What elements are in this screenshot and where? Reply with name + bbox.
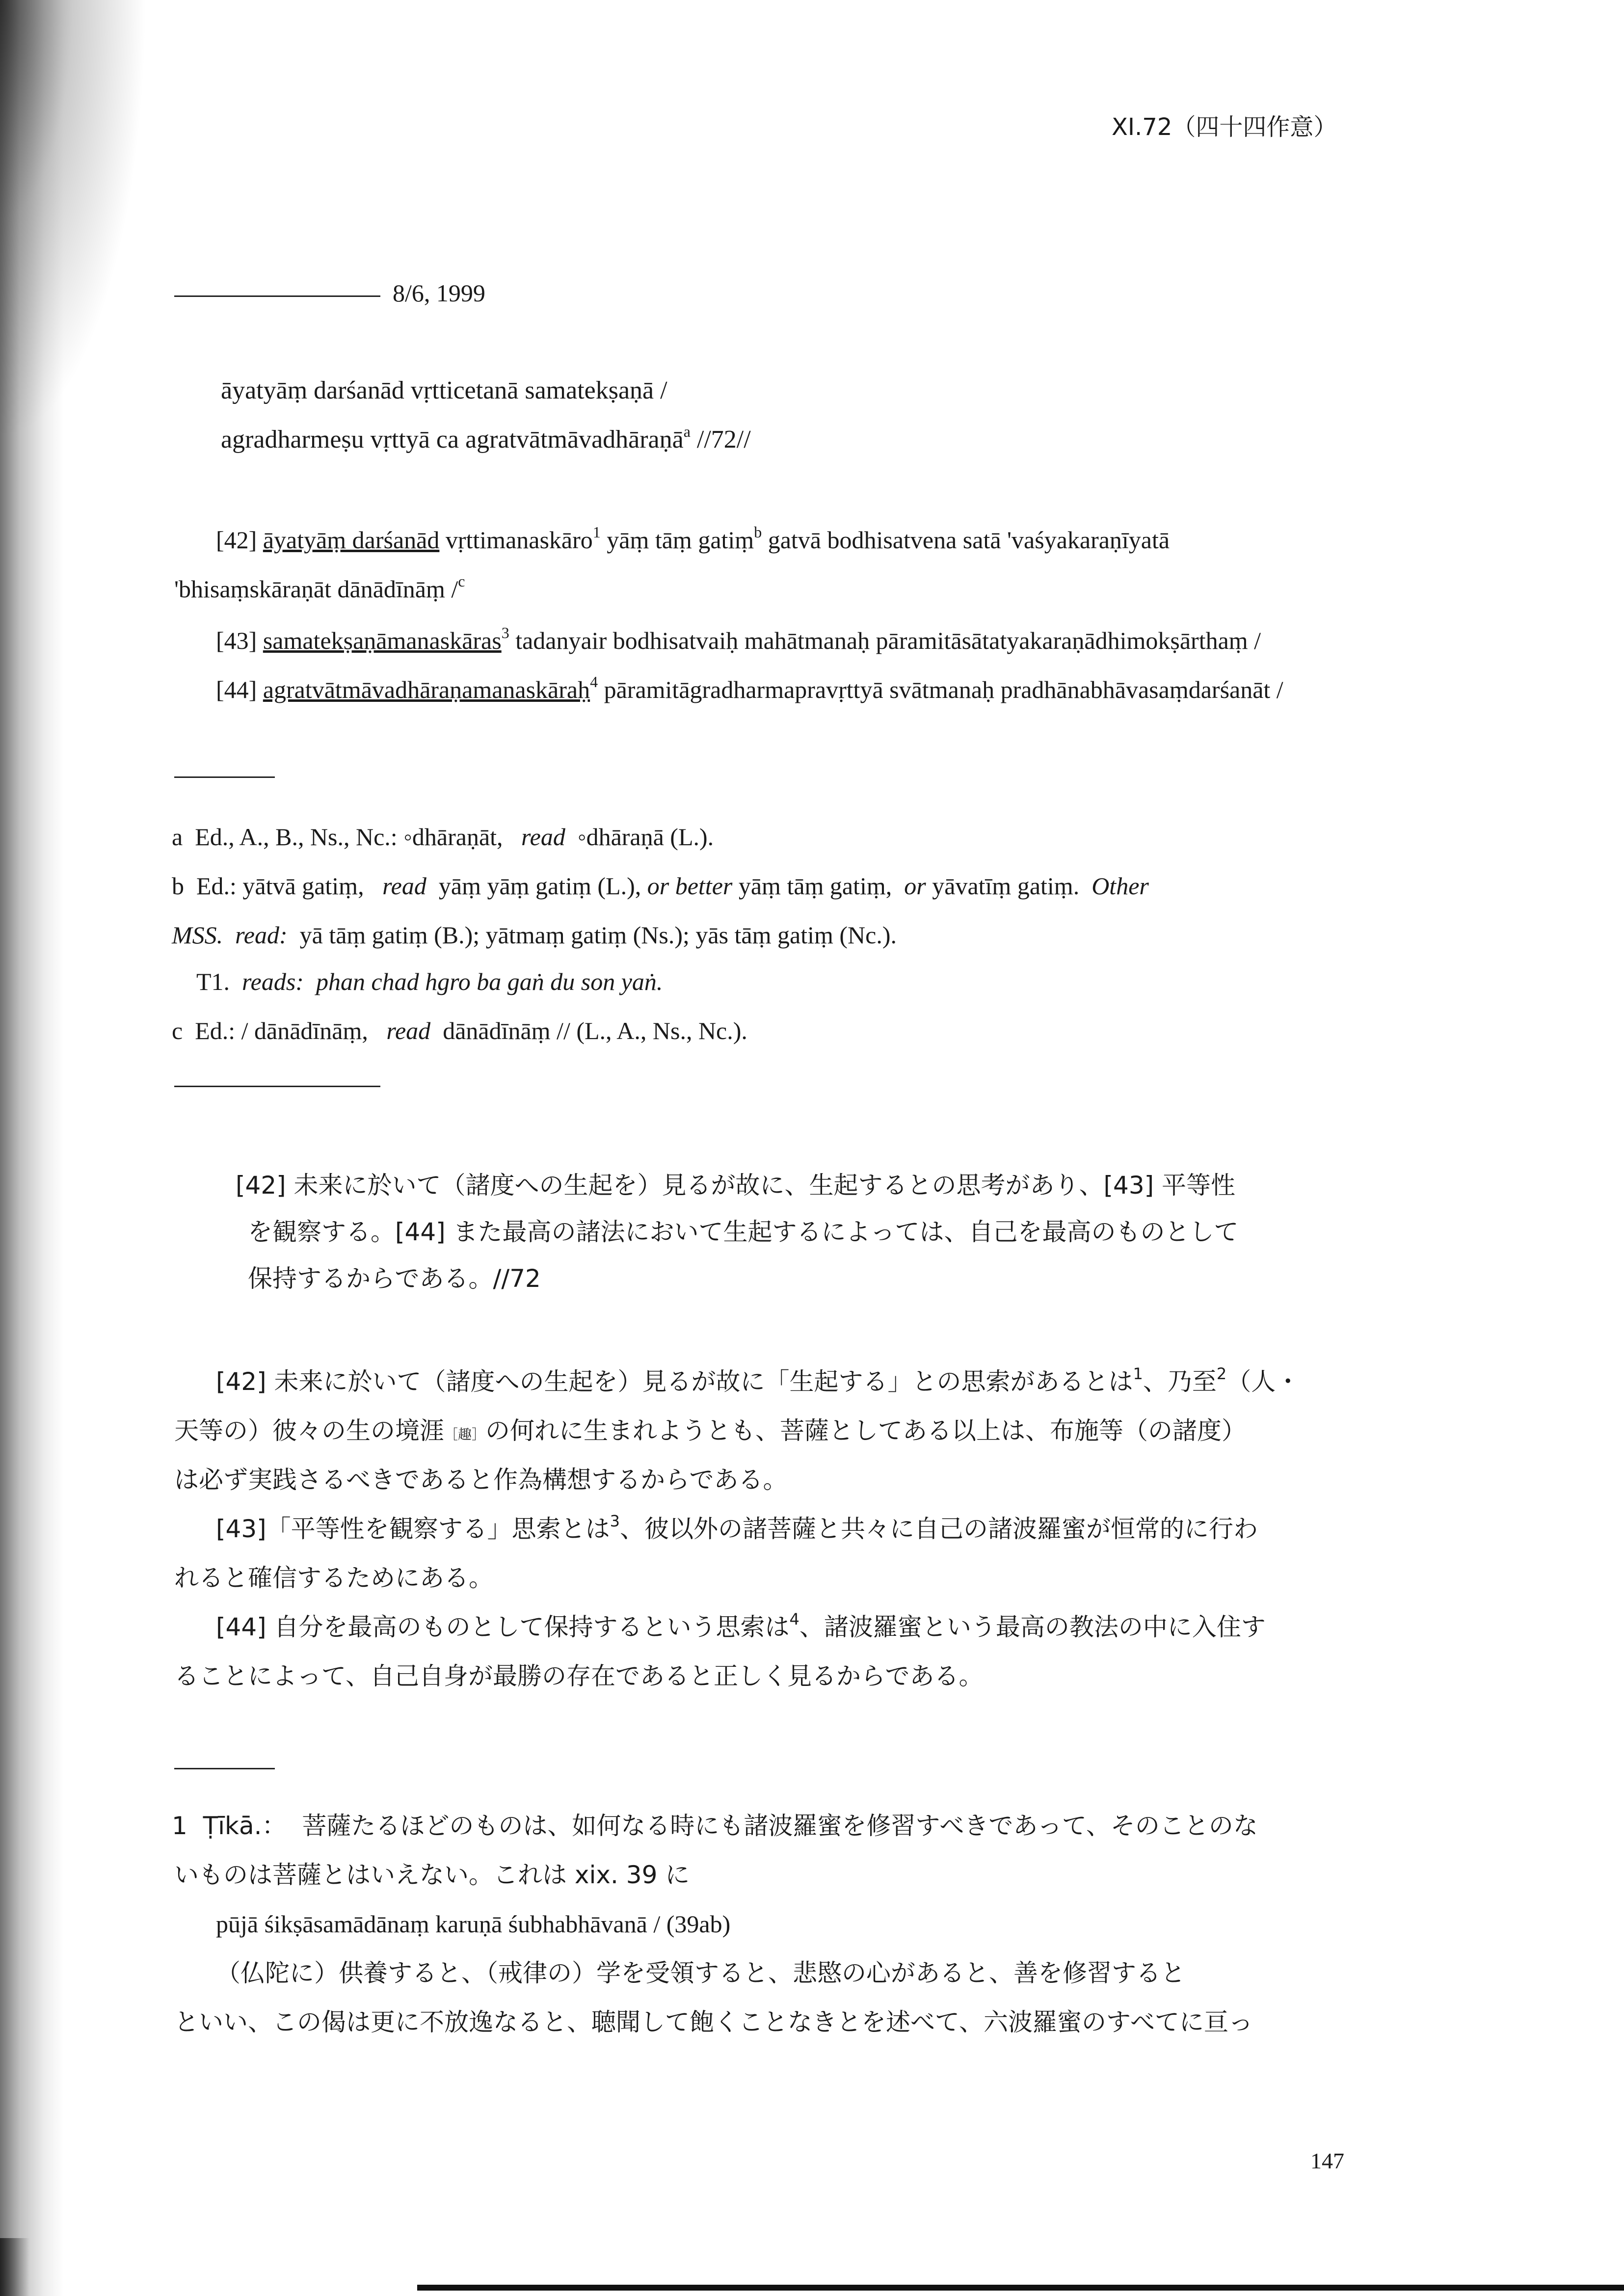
variant-b-tibetan-text: phan chad hgro ba gaṅ du son yaṅ. [316, 968, 663, 995]
footnote-1-line-4: （仏陀に）供養すると、（戒律の）学を受領すると、悲愍の心があると、善を修習すると [216, 1959, 1185, 1987]
commentary-42-number: [42] [216, 526, 257, 554]
variant-b-text2: yāṃ yāṃ gatiṃ (L.), [438, 872, 641, 900]
variant-a-text1: Ed., A., B., Ns., Nc.: ◦dhāraṇāt, [195, 823, 503, 851]
variant-b-text1: Ed.: yātvā gatiṃ, [196, 872, 364, 900]
commentary-44-lemma: agratvātmāvadhāraṇamanaskāraḥ [263, 676, 590, 703]
date-rule [174, 295, 380, 297]
footnote-1-number: 1 [172, 1812, 187, 1840]
footnote-rule [174, 1768, 275, 1769]
translation-2-line-2a: 天等の）彼々の生の境涯 [174, 1416, 444, 1445]
verse-line-2 [221, 423, 751, 454]
variant-b-text4: yāvatīṃ gatiṃ. [932, 872, 1080, 900]
variant-b-read-2: read: [235, 921, 288, 949]
commentary-43-rest: tadanyair bodhisatvaiḥ mahātmanaḥ pāramitāsātatyakaraṇādhimokṣārthaṃ / [509, 627, 1261, 654]
variant-b-other: Other [1092, 872, 1149, 900]
variant-b-or: or [904, 872, 926, 900]
footnote-1-line-1 [172, 1814, 1258, 1838]
variant-c-mark: c [172, 1017, 183, 1044]
variant-b-line-1 [172, 874, 1149, 898]
commentary-43-lemma: samatekṣaṇāmanaskāras [263, 627, 502, 654]
commentary-44 [216, 673, 1283, 703]
footnote-ref-4: 4 [590, 673, 598, 691]
footnote-ref-2-jp: 2 [1216, 1364, 1227, 1383]
variant-c [172, 1018, 747, 1043]
footnote-ref-4-jp: 4 [789, 1610, 799, 1629]
date-text: 8/6, 1999 [393, 279, 485, 307]
commentary-42-line-2 [174, 572, 465, 603]
translation-2-line-4a: [43]「平等性を観察する」思索とは [216, 1515, 610, 1543]
footnote-ref-1-jp: 1 [1133, 1364, 1143, 1383]
variant-mark-a: a [683, 423, 691, 440]
commentary-44-number: [44] [216, 676, 257, 703]
variant-b-reads: reads: [242, 968, 304, 995]
footnote-1-quote: pūjā śikṣāsamādānaṃ karuṇā śubhabhāvanā / (39ab) [216, 1910, 731, 1938]
commentary-42-rest: gatvā bodhisatvena satā 'vaśyakaraṇīyatā [762, 526, 1170, 554]
commentary-42-line-1 [216, 523, 1170, 554]
translation-2-line-1 [216, 1364, 1301, 1396]
translation-2-gloss: ［趣］ [444, 1426, 486, 1442]
translation-2-line-6b: 、諸波羅蜜という最高の教法の中に入住す [799, 1613, 1266, 1641]
commentary-42-line-2-text: 'bhisaṃskāraṇāt dānādīnāṃ / [174, 575, 458, 603]
verse-line-2-end: //72// [690, 426, 751, 454]
translation-2-line-1c: （人・ [1226, 1367, 1301, 1396]
translation-2-line-2 [174, 1418, 1246, 1443]
translation-2-line-1a: [42] 未来に於いて（諸度への生起を）見るが故に「生起する」との思索があるとは [216, 1367, 1133, 1396]
variant-c-text2: dānādīnāṃ // (L., A., Ns., Nc.). [443, 1017, 747, 1044]
variant-c-text1: Ed.: / dānādīnāṃ, [195, 1017, 368, 1044]
translation-2-line-4b: 、彼以外の諸菩薩と共々に自己の諸波羅蜜が恒常的に行わ [620, 1515, 1258, 1543]
variant-b-mss-text: yā tāṃ gatiṃ (B.); yātmaṃ gatiṃ (Ns.); yās tāṃ gatiṃ (Nc.). [299, 921, 897, 949]
commentary-43-number: [43] [216, 627, 257, 654]
variant-a-text2: ◦dhāraṇā (L.). [577, 823, 714, 851]
translation-1-line-1: [42] 未来に於いて（諸度への生起を）見るが故に、生起するとの思考があり、[43] 平等性 [236, 1171, 1236, 1200]
apparatus-rule-bottom [174, 1086, 380, 1087]
variant-a-mark: a [172, 823, 183, 851]
scan-bottom-edge [417, 2285, 1624, 2291]
commentary-44-rest: pāramitāgradharmapravṛttyā svātmanaḥ pradhānabhāvasaṃdarśanāt / [598, 676, 1283, 703]
variant-b-line-3 [196, 969, 663, 994]
variant-a [172, 825, 714, 849]
variant-b-read: read [382, 872, 426, 900]
variant-a-read: read [521, 823, 565, 851]
scan-shadow-corner [0, 0, 147, 442]
translation-1-line-3: 保持するからである。//72 [248, 1264, 541, 1293]
translation-2-line-6a: [44] 自分を最高のものとして保持するという思索は [216, 1613, 790, 1641]
commentary-42-lemma: āyatyāṃ darśanād [263, 526, 440, 554]
translation-2-line-2b: の何れに生まれようとも、菩薩としてある以上は、布施等（の諸度） [485, 1416, 1247, 1445]
footnote-ref-3-jp: 3 [610, 1512, 620, 1530]
variant-b-line-2 [172, 923, 897, 947]
footnote-1-line-5: といい、この偈は更に不放逸なると、聴聞して飽くことなきとを述べて、六波羅蜜のすべてに亘っ [174, 2008, 1253, 2036]
variant-b-tibetan-label: T1. [196, 968, 230, 995]
variant-mark-c: c [458, 572, 465, 590]
running-head: XI.72（四十四作意） [1112, 113, 1337, 141]
variant-b-text3: yāṃ tāṃ gatiṃ, [738, 872, 892, 900]
commentary-42-term: vṛttimanaskāro [439, 526, 593, 554]
translation-2-line-7: ることによって、自己自身が最勝の存在であると正しく見るからである。 [174, 1662, 984, 1690]
translation-2-line-3: は必ず実践さるべきであると作為構想するからである。 [174, 1466, 788, 1494]
footnote-1-source: Ṭīkā.： [203, 1812, 287, 1840]
apparatus-rule-top [174, 776, 275, 778]
translation-2-line-1b: 、乃至 [1143, 1367, 1217, 1396]
scan-shadow-bottom [0, 2238, 29, 2296]
variant-c-read: read [386, 1017, 431, 1044]
translation-1-line-2: を観察する。[44] また最高の諸法において生起するによっては、自己を最高のものとして [248, 1218, 1239, 1246]
footnote-1-line-2: いものは菩薩とはいえない。これは xix. 39 に [174, 1861, 690, 1889]
footnote-ref-1: 1 [592, 523, 601, 541]
verse-line-1: āyatyāṃ darśanād vṛtticetanā samatekṣaṇā / [221, 376, 667, 404]
commentary-43 [216, 624, 1261, 654]
footnote-1-text: 菩薩たるほどのものは、如何なる時にも諸波羅蜜を修習すべきであって、そのことのな [302, 1812, 1258, 1840]
footnote-ref-3: 3 [501, 624, 509, 641]
variant-b-mss: MSS. [172, 921, 223, 949]
translation-2-line-5: れると確信するためにある。 [174, 1564, 493, 1592]
page-number: 147 [1310, 2148, 1344, 2173]
variant-mark-b: b [754, 523, 762, 541]
translation-2-line-4 [216, 1512, 1258, 1543]
commentary-42-text: yāṃ tāṃ gatiṃ [600, 526, 754, 554]
verse-line-2-text: agradharmeṣu vṛttyā ca agratvātmāvadhāraṇā [221, 426, 684, 454]
variant-b-mark: b [172, 872, 184, 900]
variant-b-or-better: or better [647, 872, 733, 900]
translation-2-line-6 [216, 1610, 1266, 1641]
